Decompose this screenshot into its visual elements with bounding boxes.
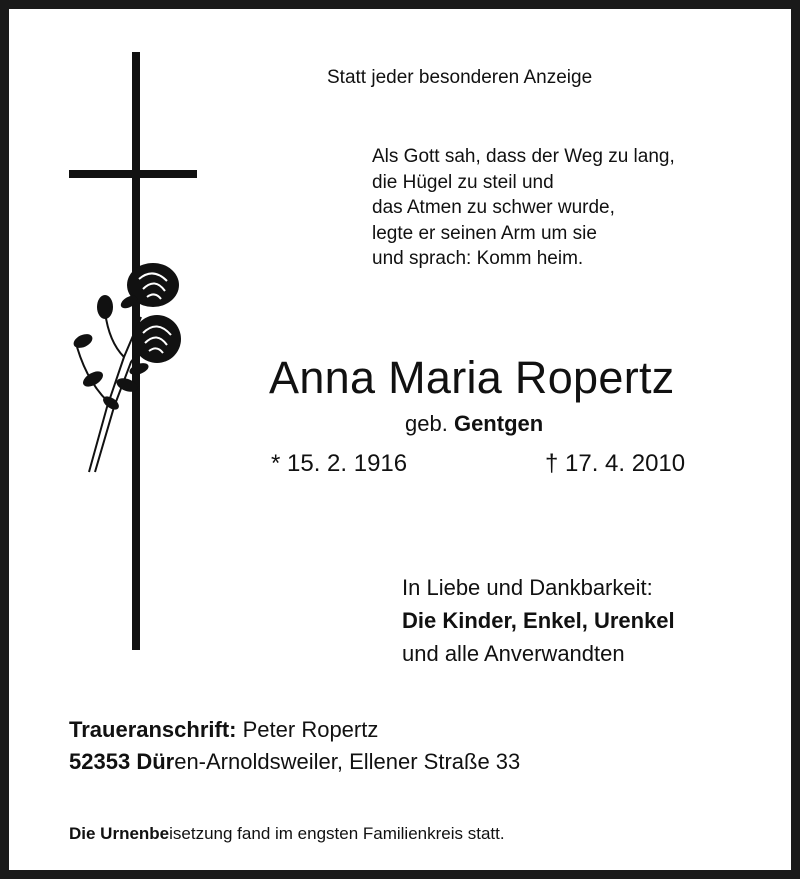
- cross-bar: [69, 170, 197, 178]
- notice-header: Statt jeder besonderen Anzeige: [327, 67, 593, 88]
- nee-prefix: geb.: [405, 411, 448, 436]
- poem-line: die Hügel zu steil und: [372, 171, 554, 193]
- maiden-name: Gentgen: [453, 411, 544, 436]
- birth-date: * 15. 2. 1916: [271, 450, 408, 477]
- poem-line: und sprach: Komm heim.: [372, 248, 584, 269]
- maiden-name-line: [405, 411, 543, 437]
- burial-note-bold: Die Urnenbe: [69, 824, 170, 843]
- poem-line: das Atmen zu schwer wurde,: [372, 197, 615, 218]
- address-city-rest: en-Arnoldsweiler,: [174, 749, 343, 774]
- mourners-intro: In Liebe und Dankbarkeit:: [402, 575, 653, 600]
- deceased-name: Anna Maria Ropertz: [269, 352, 675, 403]
- burial-note-rest: isetzung fand im engsten Familienkreis statt.: [169, 824, 505, 843]
- address-contact: Peter Ropertz: [242, 717, 379, 742]
- address-city-prefix: Dür: [136, 749, 175, 774]
- mourners-block: [402, 571, 675, 670]
- poem-line: legte er seinen Arm um sie: [372, 222, 597, 244]
- mourners-family: Die Kinder, Enkel, Urenkel: [402, 608, 675, 633]
- mourners-relatives: und alle Anverwandten: [402, 641, 625, 666]
- poem: [372, 144, 675, 272]
- rose-icon: [69, 257, 189, 477]
- mourning-address: [69, 714, 520, 778]
- address-postcode: 52353: [69, 749, 131, 774]
- address-street: Ellener Straße 33: [349, 749, 521, 774]
- poem-line: Als Gott sah, dass der Weg zu lang,: [372, 146, 675, 167]
- burial-note: [69, 824, 505, 844]
- death-date: † 17. 4. 2010: [545, 450, 686, 477]
- address-label: Traueranschrift:: [69, 717, 237, 742]
